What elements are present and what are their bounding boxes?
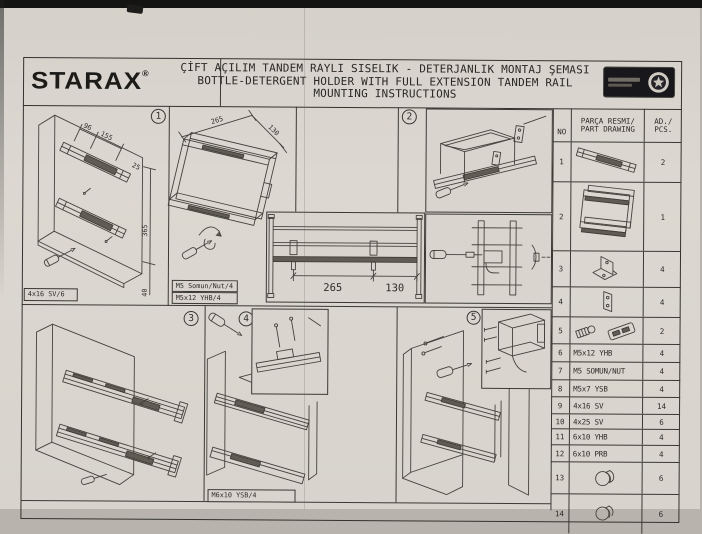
bolt-label: M5x12 YHB/4 [172, 292, 238, 304]
dimension-lines [74, 121, 125, 161]
table-row: 13 6 [551, 461, 680, 494]
svg-text:96: 96 [82, 122, 93, 133]
svg-text:25: 25 [131, 161, 142, 172]
part-screw-plate-icon [570, 318, 643, 343]
step-2-marker: 2 [402, 109, 417, 124]
step-4-marker: 4 [239, 311, 254, 326]
table-row: 3 4 [552, 250, 681, 287]
col-drawing-header: PARÇA RESMI/ PART DRAWING [572, 108, 645, 141]
table-row: 4 4 [552, 286, 681, 317]
screwdriver-icon [43, 245, 76, 267]
front-view-box [266, 211, 426, 303]
scan-edge-artifact [0, 0, 702, 8]
step-5-marker: 5 [467, 311, 481, 325]
badge-text-block [608, 77, 640, 87]
table-row: 14 6 [550, 493, 679, 534]
scan-streak-artifact [0, 0, 4, 300]
svg-text:40: 40 [141, 289, 149, 297]
document-title [169, 62, 601, 102]
rail-assembly [214, 393, 309, 430]
step2-plate-mount-drawing [426, 109, 552, 211]
badge-seal-icon [647, 71, 670, 94]
two-tier-frame [168, 131, 279, 227]
quality-badge [604, 68, 674, 97]
step2-lower-box [425, 213, 553, 304]
screwdriver-icon [430, 250, 482, 258]
mounting-plate [514, 126, 524, 143]
paper-crease [304, 8, 305, 509]
svg-text:130: 130 [266, 123, 280, 137]
table-row: 2 1 [552, 181, 681, 251]
part-frame-icon [571, 184, 644, 248]
svg-text:265: 265 [210, 115, 224, 126]
parts-table-header [553, 108, 682, 142]
front-view-drawing [267, 212, 425, 302]
table-row: 1 2 [552, 141, 681, 182]
step3-cabinet-drawing [22, 306, 203, 500]
parts-table [550, 108, 682, 529]
title-line-2: BOTTLE-DETERGENT HOLDER WITH FULL EXTENSION TANDEM RAIL [169, 74, 601, 89]
rail-assembly [62, 366, 188, 423]
step-1-marker: 1 [151, 109, 166, 124]
step5-screws-drawing [482, 310, 550, 387]
title-line-3: MOUNTING INSTRUCTIONS [169, 87, 601, 102]
step4-closeup-drawing [252, 309, 328, 392]
table-row: 8 M5x7 YSB 4 [551, 379, 680, 397]
svg-text:155: 155 [99, 130, 114, 142]
nut-label: M5 Somun/Nut/4 [172, 280, 238, 292]
step1-fastener-label: 4x16 SV/6 [24, 288, 78, 301]
part-bracket-icon [570, 252, 643, 286]
step-3-marker: 3 [184, 311, 199, 326]
screwdriver-icon [436, 360, 473, 379]
part-cap-icon [569, 500, 642, 528]
svg-text:130: 130 [385, 282, 404, 294]
step4-fastener-label: M6x10 YSB/4 [207, 489, 295, 503]
step2-topview-drawing [426, 214, 552, 302]
table-row: 5 2 [551, 316, 680, 344]
rail-assembly [421, 434, 496, 462]
rail-assembly [210, 447, 305, 484]
mounting-plate [492, 151, 501, 165]
step2-upper-box [425, 108, 553, 213]
table-row: 9 4x16 SV 14 [551, 396, 680, 414]
step4-inset-box [251, 308, 329, 394]
table-row: 12 6x10 PRB 4 [551, 444, 680, 462]
part-rail-icon [571, 143, 644, 181]
part-plate-icon [570, 288, 643, 316]
step1-cabinet-drawing [23, 106, 169, 303]
table-row: 7 M5 SOMUN/NUT 4 [551, 361, 680, 380]
table-row: 10 4x25 SV 6 [551, 413, 680, 429]
part-cap-icon [569, 463, 642, 493]
step5-inset-box [481, 309, 551, 389]
svg-text:365: 365 [141, 224, 149, 236]
table-row: 6 M5x12 YHB 4 [551, 343, 680, 362]
col-pcs-header: AD./ PCS. [645, 109, 682, 142]
col-no-header: NO [553, 108, 572, 141]
svg-text:265: 265 [323, 282, 342, 294]
rail-drawing [55, 198, 126, 238]
table-row: 11 6x10 YHB 4 [551, 428, 680, 445]
door-panel [509, 373, 530, 495]
brand-logo: STARAX® [31, 66, 149, 95]
title-line-1: ÇİFT AÇILIM TANDEM RAYLI SISELIK - DETERJANLIK MONTAJ ŞEMASI [169, 62, 601, 77]
registered-mark: ® [142, 69, 149, 78]
screwdriver-icon [435, 180, 469, 199]
